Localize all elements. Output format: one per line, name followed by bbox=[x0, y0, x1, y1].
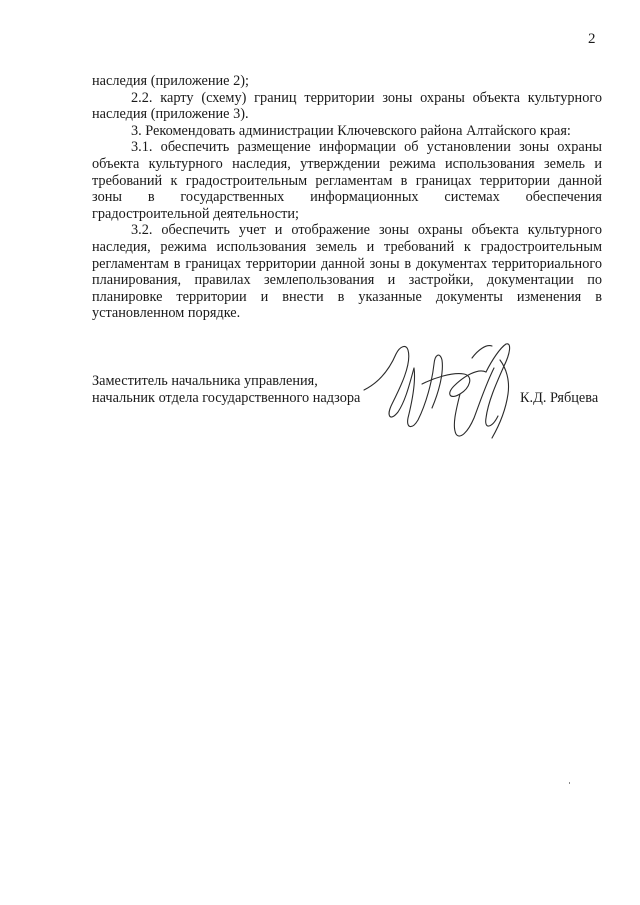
handwritten-signature bbox=[360, 338, 530, 443]
scan-speck bbox=[569, 782, 570, 784]
paragraph-continuation: наследия (приложение 2); bbox=[92, 73, 249, 89]
paragraph-2-2: 2.2. карту (схему) границ территории зоны охраны объекта культурного наследия (приложение 3). bbox=[92, 89, 602, 123]
signatory-title-line-1: Заместитель начальника управления, bbox=[92, 373, 318, 389]
signatory-name: К.Д. Рябцева bbox=[520, 390, 599, 406]
paragraph-3-1: 3.1. обеспечить размещение информации об установлении зоны охраны объекта культурного наследия, утверждении режима использования земель и требований к градостроительным регламентам в границах территории данной зоны в государственных информационных системах обеспечения градостроительной деятельности; bbox=[92, 139, 602, 222]
document-body bbox=[92, 73, 602, 322]
paragraph-3: 3. Рекомендовать администрации Ключевского района Алтайского края: bbox=[131, 122, 571, 139]
signatory-title bbox=[92, 373, 360, 406]
paragraph-3-2: 3.2. обеспечить учет и отображение зоны охраны объекта культурного наследия, режима использования земель и требований к градостроительным регламентам в границах территории данной зоны в документах территориального планирования, правилах землепользования и застройки, документации по планировке территории и внести в указанные документы изменения в установленном порядке. bbox=[92, 222, 602, 322]
page-number: 2 bbox=[588, 31, 596, 47]
signatory-title-line-2: начальник отдела государственного надзора bbox=[92, 389, 361, 406]
